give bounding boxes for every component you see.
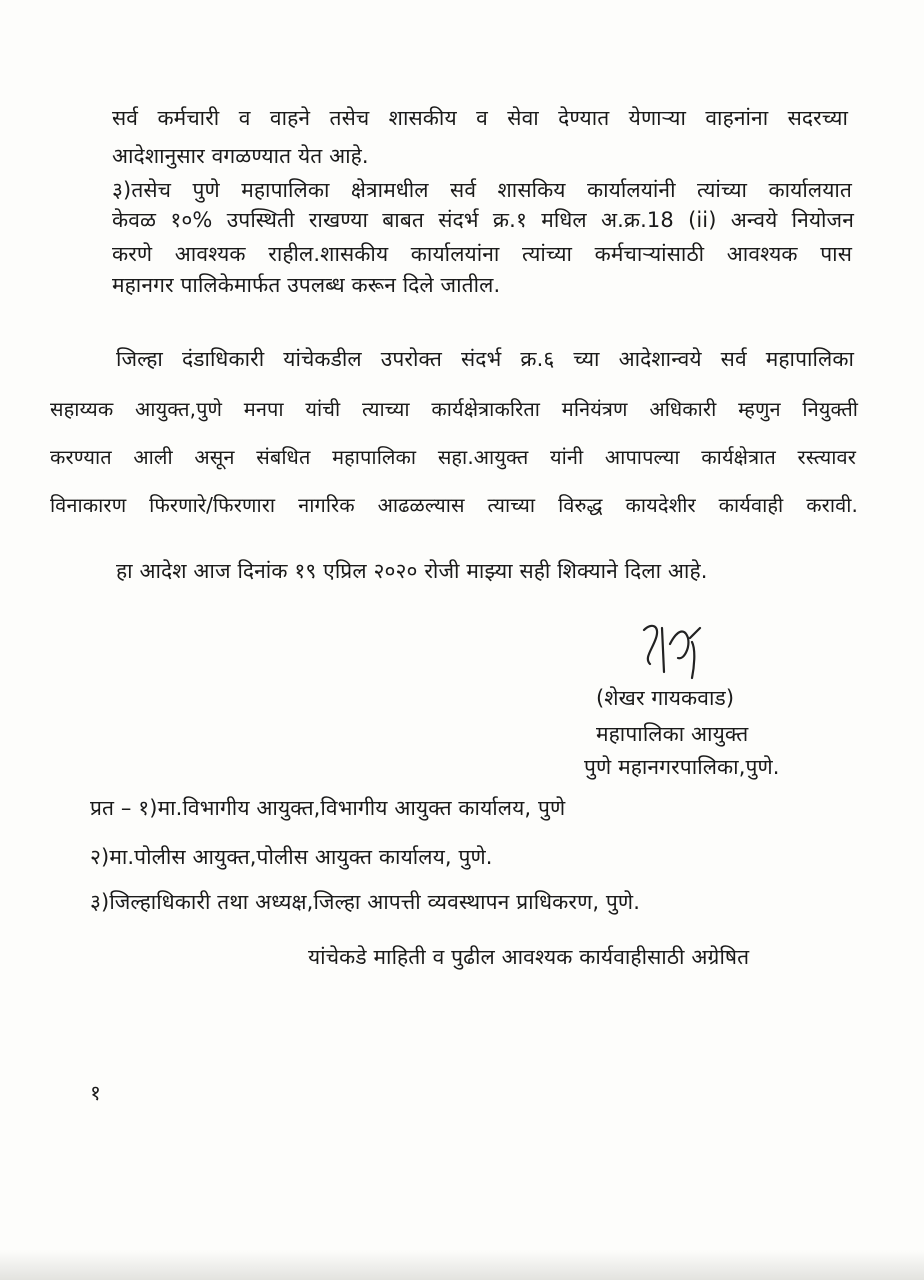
bottom-edge-shadow — [0, 1250, 924, 1280]
paragraph-1-line-1: सर्व कर्मचारी व वाहने तसेच शासकीय व सेवा देण्यात येणाऱ्या वाहनांना सदरच्या — [112, 106, 848, 130]
paragraph-2-line-1: ३)तसेच पुणे महापालिका क्षेत्रामधील सर्व शासकिय कार्यालयांनी त्यांच्या कार्यालयात — [112, 178, 852, 202]
signatory-designation: महापालिका आयुक्त — [596, 722, 749, 746]
paragraph-3-line-2: सहाय्यक आयुक्त,पुणे मनपा यांची त्याच्या कार्यक्षेत्राकरिता मनियंत्रण अधिकारी म्हणुन नियुक्ती — [50, 397, 858, 421]
paragraph-2-line-3: करणे आवश्यक राहील.शासकीय कार्यालयांना त्यांच्या कर्मचाऱ्यांसाठी आवश्यक पास — [112, 242, 852, 266]
paragraph-3-line-3: करण्यात आली असून संबधित महापालिका सहा.आयुक्त यांनी आपापल्या कार्यक्षेत्रात रस्त्यावर — [50, 445, 856, 469]
paragraph-1-line-2: आदेशानुसार वगळण्यात येत आहे. — [112, 144, 369, 168]
handwritten-signature — [630, 608, 710, 688]
paragraph-3-line-4: विनाकारण फिरणारे/फिरणारा नागरिक आढळल्यास त्याच्या विरुद्ध कायदेशीर कार्यवाही करावी. — [50, 493, 858, 517]
copy-item-3: ३)जिल्हाधिकारी तथा अध्यक्ष,जिल्हा आपत्ती व्यवस्थापन प्राधिकरण, पुणे. — [90, 890, 640, 914]
paragraph-3-line-1: जिल्हा दंडाधिकारी यांचेकडील उपरोक्त संदर्भ क्र.६ च्या आदेशान्वये सर्व महापालिका — [116, 347, 854, 371]
order-date-line: हा आदेश आज दिनांक १९ एप्रिल २०२० रोजी माझ्या सही शिक्याने दिला आहे. — [116, 559, 708, 583]
paragraph-2-line-2: केवळ १०% उपस्थिती राखण्या बाबत संदर्भ क्र.१ मधिल अ.क्र.18 (ii) अन्वये नियोजन — [112, 208, 854, 232]
page-number: १ — [90, 1081, 102, 1105]
paragraph-2-line-4: महानगर पालिकेमार्फत उपलब्ध करून दिले जातील. — [112, 273, 501, 297]
copy-item-1: प्रत – १)मा.विभागीय आयुक्त,विभागीय आयुक्त कार्यालय, पुणे — [90, 796, 566, 820]
copy-item-2: २)मा.पोलीस आयुक्त,पोलीस आयुक्त कार्यालय, पुणे. — [90, 845, 493, 869]
signatory-name: (शेखर गायकवाड) — [596, 686, 735, 710]
forward-note: यांचेकडे माहिती व पुढील आवश्यक कार्यवाहीसाठी अग्रेषित — [308, 945, 750, 969]
signatory-office: पुणे महानगरपालिका,पुणे. — [584, 755, 780, 779]
